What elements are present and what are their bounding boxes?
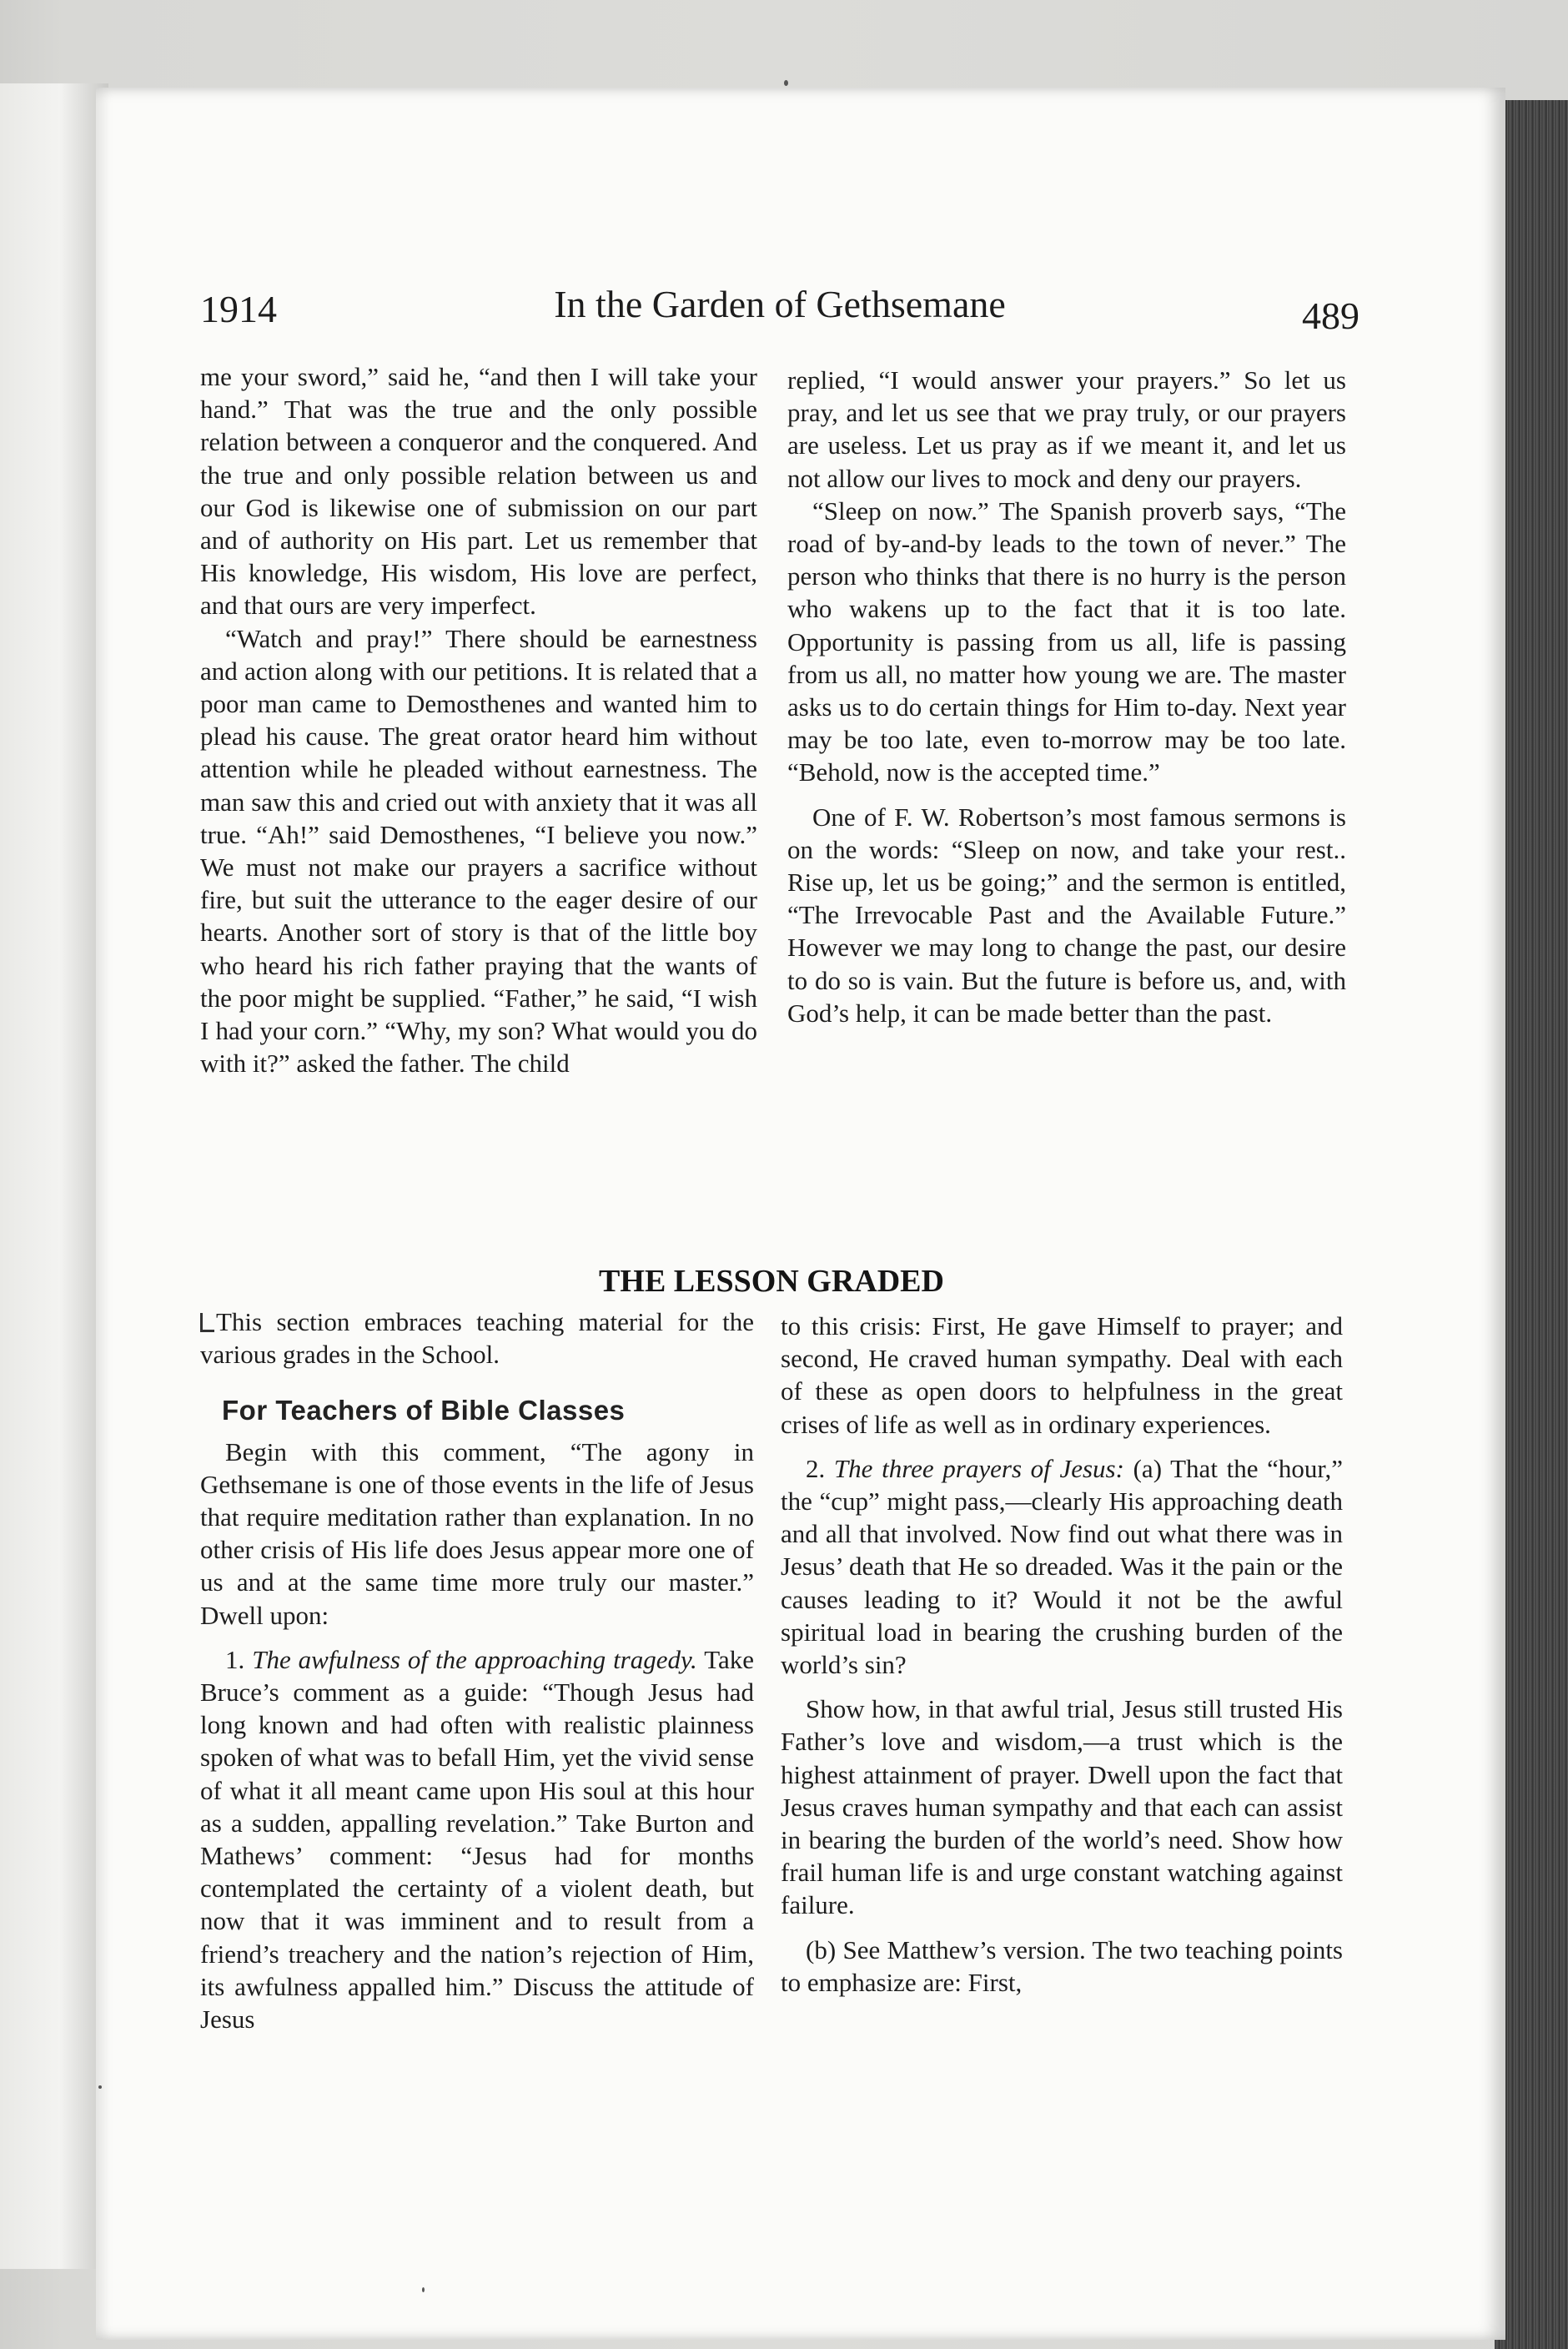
paragraph: “Watch and pray!” There should be earnestness and action along with our petitions. It is related that a poor man came to Demosthenes and wanted him to plead his cause. The great orator heard him without attention while he pleaded without earnestness. The man saw this and cried out with anxiety that it was all true. “Ah!” said Demosthenes, “I believe you now.” We must not make our prayers a sacrifice without fire, but suit the utterance to the eager desire of our hearts. Another sort of story is that of the little boy who heard his rich father praying that the wants of the poor might be supplied. “Father,” he said, “I wish I had your corn.” “Why, my son? What would you do with it?” asked the father. The child xyxy=(200,623,757,1079)
scan-speck xyxy=(784,80,788,86)
header-title: In the Garden of Gethsemane xyxy=(554,283,1006,325)
paragraph xyxy=(781,1452,1343,1681)
paragraph: Begin with this comment, “The agony in Gethsemane is one of those events in the life of Jesus that require meditation rather than explanation. In no other crisis of His life does Jesus appear more one of us and at the same time more truly our master.” Dwell upon: xyxy=(200,1436,754,1630)
paragraph: One of F. W. Robertson’s most famous sermons is on the words: “Sleep on now, and take your rest.. Rise up, let us be going;” and the sermon is entitled, “The Irrevocable Past and the Available Future.” However we may long to change the past, our desire to do so is vain. But the future is before us, and, with God’s help, it can be made better than the past. xyxy=(787,802,1346,1028)
paragraph: to this crisis: First, He gave Himself to prayer; and second, He craved human sympathy. Deal with each of these as open doors to helpfulness in the great crises of life as well as in ordinary experiences. xyxy=(781,1311,1343,1439)
header-year: 1914 xyxy=(200,288,277,330)
intro-text: This section embraces teaching material for the various grades in the School. xyxy=(200,1307,754,1370)
list-number: 1. xyxy=(225,1644,245,1674)
facing-page-edge xyxy=(0,83,108,2269)
paragraph: replied, “I would answer your prayers.” So let us pray, and let us see that we pray truly, or our prayers are useless. Let us pray as if we meant it, and let us not allow our lives to mock and deny our prayers. xyxy=(787,365,1346,493)
paragraph: me your sword,” said he, “and then I will take your hand.” That was the true and the only possible relation between a conqueror and the conquered. And the true and only possible relation between us and our God is likewise one of submission on our part and of authority on His part. Let us remember that His knowledge, His wisdom, His love are perfect, and that ours are very imperfect. xyxy=(200,362,757,621)
running-head xyxy=(200,282,1359,340)
page-number: 489 xyxy=(1302,294,1359,337)
paragraph-text: Take Bruce’s comment as a guide: “Though Jesus had long known and had often with realistic plainness spoken of what was to befall Him, yet the vivid sense of what it all meant came upon His soul at this hour as a sudden, appalling revelation.” Take Burton and Mathews’ comment: “Jesus had for months contemplated the certainty of a violent death, but now that it was imminent and to result from a friend’s treachery and the nation’s rejection of Him, its awfulness appalled him.” Discuss the attitude of Jesus xyxy=(200,1644,755,2035)
italic-phrase: The three prayers of Jesus: xyxy=(833,1453,1124,1483)
column-bottom-left xyxy=(200,1305,754,2035)
paragraph xyxy=(200,1643,754,2035)
paragraph-text: (a) That the “hour,” the “cup” might pass,—clearly His approaching death and all that involved. Now find out what there was in Jesus’ death that He so dreaded. Was it the pain or the causes leading to it? Would it not be the awful spiritual load in bearing the crushing burden of the world’s sin? xyxy=(781,1453,1343,1680)
paragraph: “Sleep on now.” The Spanish proverb says, “The road of by-and-by leads to the town of never.” The person who thinks that there is no hurry is the person who wakens up to the fact that it is too late. Opportunity is passing from us all, life is passing from us all, no matter how young we are. The master asks us to do certain things for Him to-day. Next year may be too late, even to-morrow may be too late. “Behold, now is the accepted time.” xyxy=(787,495,1346,787)
paragraph: (b) See Matthew’s version. The two teaching points to emphasize are: First, xyxy=(781,1934,1343,1997)
paragraph: Show how, in that awful trial, Jesus still trusted His Father’s love and wisdom,—a trust which is the highest attainment of prayer. Dwell upon the fact that Jesus craves human sympathy and that each can assist in bearing the burden of the world’s need. Show how frail human life is and urge constant watching against failure. xyxy=(781,1694,1343,1920)
section-intro xyxy=(200,1305,754,1371)
page-stack-edge xyxy=(1495,100,1568,2349)
list-number: 2. xyxy=(806,1453,826,1483)
column-top-left xyxy=(200,360,757,1079)
section-mark-icon xyxy=(200,1313,214,1332)
scan-speck xyxy=(422,2287,425,2292)
column-top-right xyxy=(787,364,1346,1029)
subheading: For Teachers of Bible Classes xyxy=(222,1395,626,1426)
section-title: THE LESSON GRADED xyxy=(599,1264,944,1299)
scan-speck xyxy=(98,2085,102,2089)
column-bottom-right xyxy=(781,1310,1343,1999)
italic-phrase: The awfulness of the approaching tragedy. xyxy=(252,1644,697,1674)
